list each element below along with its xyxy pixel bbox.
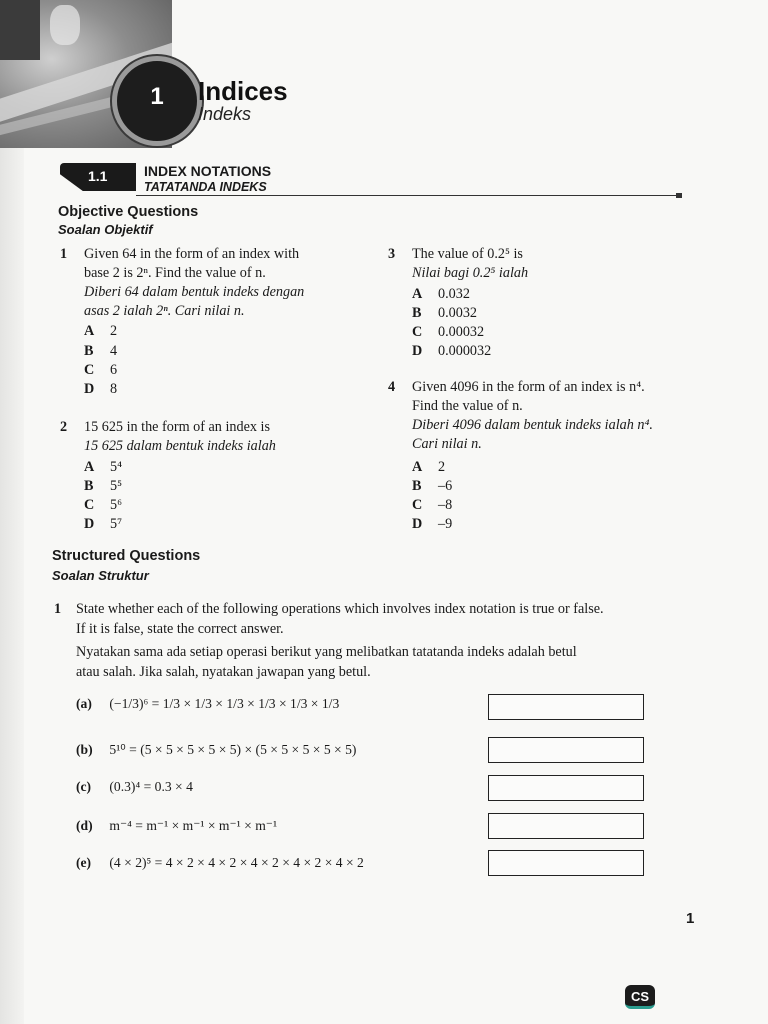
part-c: (c) (0.3)⁴ = 0.3 × 4 bbox=[76, 779, 193, 794]
option-d[interactable]: D 8 bbox=[84, 381, 118, 397]
question-text: Given 64 in the form of an index with bbox=[84, 246, 300, 262]
answer-box-e[interactable] bbox=[488, 850, 644, 876]
objective-heading: Objective Questions bbox=[58, 204, 199, 220]
question-text-malay: Cari nilai n. bbox=[412, 436, 482, 452]
part-d: (d) m⁻⁴ = m⁻¹ × m⁻¹ × m⁻¹ × m⁻¹ bbox=[76, 818, 278, 833]
question-number: 2 bbox=[60, 419, 68, 435]
objective-question-2 bbox=[60, 418, 360, 458]
section-title: INDEX NOTATIONS bbox=[144, 163, 272, 179]
structured-heading: Structured Questions bbox=[52, 548, 201, 564]
question-text-malay: Nyatakan sama ada setiap operasi berikut yang melibatkan tatatanda indeks adalah betul bbox=[76, 644, 577, 660]
option-b[interactable]: B 0.0032 bbox=[412, 305, 478, 321]
question-text-malay: Nilai bagi 0.2⁵ ialah bbox=[412, 265, 529, 281]
objective-question-4 bbox=[388, 378, 708, 458]
part-expression: (0.3)⁴ = 0.3 × 4 bbox=[109, 779, 193, 794]
option-c[interactable]: C –8 bbox=[412, 497, 453, 513]
option-d[interactable]: D –9 bbox=[412, 516, 453, 532]
option-c[interactable]: C 5⁶ bbox=[84, 497, 123, 513]
option-c[interactable]: C 0.00032 bbox=[412, 324, 485, 340]
objective-heading-malay: Soalan Objektif bbox=[58, 222, 153, 237]
part-b: (b) 5¹⁰ = (5 × 5 × 5 × 5 × 5) × (5 × 5 × 5 × 5 × 5) bbox=[76, 742, 357, 757]
section-title-malay: TATATANDA INDEKS bbox=[144, 180, 267, 194]
part-e: (e) (4 × 2)⁵ = 4 × 2 × 4 × 2 × 4 × 2 × 4 × 2 × 4 × 2 bbox=[76, 855, 364, 870]
option-a[interactable]: A 0.032 bbox=[412, 286, 470, 302]
option-a[interactable]: A 2 bbox=[84, 323, 118, 339]
option-d[interactable]: D 5⁷ bbox=[84, 516, 123, 532]
question-number: 4 bbox=[388, 379, 396, 395]
question-text: 15 625 in the form of an index is bbox=[84, 419, 270, 435]
question-text: If it is false, state the correct answer. bbox=[76, 620, 284, 637]
objective-question-3 bbox=[388, 245, 698, 285]
option-c[interactable]: C 6 bbox=[84, 362, 118, 378]
chapter-title-malay: Indeks bbox=[198, 104, 252, 124]
answer-box-a[interactable] bbox=[488, 694, 644, 720]
page-edge bbox=[0, 0, 24, 1024]
question-text: Find the value of n. bbox=[412, 398, 523, 414]
structured-heading-malay: Soalan Struktur bbox=[52, 568, 149, 583]
option-b[interactable]: B 4 bbox=[84, 343, 118, 359]
question-number: 1 bbox=[60, 246, 68, 262]
answer-box-b[interactable] bbox=[488, 737, 644, 763]
part-expression: m⁻⁴ = m⁻¹ × m⁻¹ × m⁻¹ × m⁻¹ bbox=[109, 818, 278, 833]
part-expression: (4 × 2)⁵ = 4 × 2 × 4 × 2 × 4 × 2 × 4 × 2 × 4 × 2 bbox=[109, 855, 364, 870]
answer-box-d[interactable] bbox=[488, 813, 644, 839]
question-text: State whether each of the following operations which involves index notation is true or false. bbox=[76, 601, 604, 617]
answer-box-c[interactable] bbox=[488, 775, 644, 801]
part-expression: (−1/3)⁶ = 1/3 × 1/3 × 1/3 × 1/3 × 1/3 × 1/3 bbox=[109, 696, 340, 711]
section-divider-end bbox=[676, 193, 682, 198]
question-text: The value of 0.2⁵ is bbox=[412, 246, 523, 262]
chapter-title: Indices bbox=[198, 76, 288, 106]
question-text: base 2 is 2ⁿ. Find the value of n. bbox=[84, 265, 266, 281]
chapter-badge bbox=[112, 56, 202, 146]
question-text-malay: Diberi 64 dalam bentuk indeks dengan bbox=[84, 284, 305, 300]
page-number: 1 bbox=[686, 910, 695, 927]
option-d[interactable]: D 0.000032 bbox=[412, 343, 492, 359]
question-number: 1 bbox=[54, 601, 62, 617]
question-text-malay: Diberi 4096 dalam bentuk indeks ialah n⁴. bbox=[412, 417, 653, 433]
part-expression: 5¹⁰ = (5 × 5 × 5 × 5 × 5) × (5 × 5 × 5 × 5 × 5) bbox=[109, 742, 357, 757]
option-b[interactable]: B 5⁵ bbox=[84, 478, 123, 494]
question-text: Given 4096 in the form of an index is n⁴. bbox=[412, 379, 645, 395]
option-a[interactable]: A 5⁴ bbox=[84, 459, 123, 475]
part-a: (a) (−1/3)⁶ = 1/3 × 1/3 × 1/3 × 1/3 × 1/3 × 1/3 bbox=[76, 696, 340, 711]
question-text-malay: atau salah. Jika salah, nyatakan jawapan yang betul. bbox=[76, 663, 371, 680]
option-a[interactable]: A 2 bbox=[412, 459, 446, 475]
section-number: 1.1 bbox=[88, 168, 108, 184]
question-text-malay: asas 2 ialah 2ⁿ. Cari nilai n. bbox=[84, 303, 245, 319]
chapter-number: 1 bbox=[150, 83, 164, 110]
question-text-malay: 15 625 dalam bentuk indeks ialah bbox=[84, 438, 276, 454]
section-divider bbox=[136, 195, 680, 196]
option-b[interactable]: B –6 bbox=[412, 478, 453, 494]
question-number: 3 bbox=[388, 246, 396, 262]
camscanner-logo: CS bbox=[625, 985, 655, 1009]
